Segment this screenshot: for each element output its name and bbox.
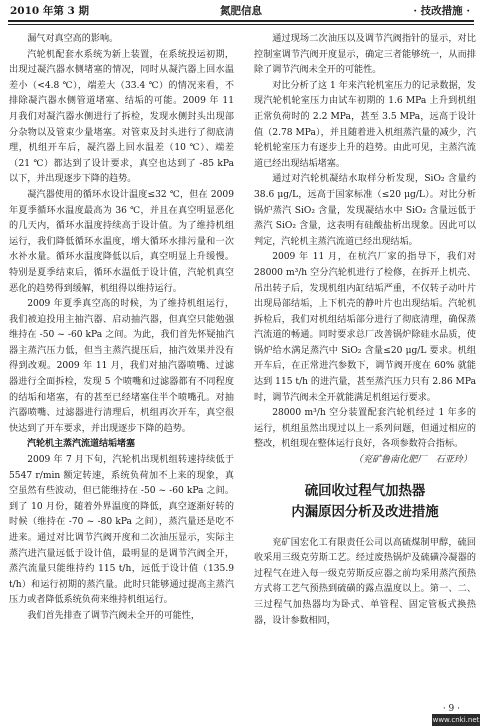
paragraph: 我们首先排查了调节汽阀未全开的可能性， (27, 610, 200, 621)
header-rule-thick (8, 20, 474, 22)
paragraph: 通过现场二次油压以及调节汽阀指针的显示，对比控制室调节汽阀开度显示，确定三者能够统一，从而排除了调节汽阀未全开的可能性。 (254, 34, 476, 76)
paragraph: 漏气对真空高的影响。 (27, 34, 119, 44)
journal-name: 氮肥信息 (220, 5, 262, 17)
paragraph: 汽轮机配套水系统为新上装置，在系统投运初期，出现过凝汽器水侧堵塞的情况，同时从凝汽器上回水温差小（<4.8 ℃），端差大（33.4 ℃）的情况来看，不排除凝汽器水侧管道堵塞、结垢的可能。2009 年 11 月我们对凝汽器水侧进行了拆检，发现水侧封头出现部分杂物以及管束少量堵塞。对管束及封头进行了彻底清理，机组开车后，凝汽器上回水温差（10 ℃）、端差（21 ℃）都达到了设计要求，真空也达到了 -85 kPa 以下，并出现逐步下降的趋势。 (9, 49, 234, 185)
section-label: · 技改措施 · (413, 5, 470, 17)
left-column (9, 32, 234, 625)
article-title: 硫回收过程气加热器 (304, 483, 426, 499)
paragraph: 2009 年夏季真空高的时候，为了维持机组运行，我们被迫投用主抽汽器、启动抽汽器，但真空只能勉强维持在 -50 ~ -60 kPa 之间。为此，我们首先怀疑抽汽器主蒸汽压力低，但当主蒸汽提压后，抽汽效果并没有得到改观。2009 年 11 月，我们对抽汽器喷嘴、过滤器进行全面拆检，发现 5 个喷嘴和过滤器都有不同程度的结垢和堵塞，有的甚至已经堵塞住半个喷嘴孔。对抽汽器喷嘴、过滤器进行清理后，机组再次开车，真空很快达到了开车要求，并出现逐步下降的趋势。 (9, 299, 234, 434)
issue-label: 2010 年第 3 期 (10, 5, 89, 17)
section-heading: 汽轮机主蒸汽流道结垢堵塞 (27, 439, 136, 450)
page-header (0, 0, 482, 26)
paragraph: 凝汽器使用的循环水设计温度≤32 ℃，但在 2009 年夏季循环水温度最高为 36 ℃，并且在真空明显恶化的几天内，循环水温度持续高于设计值。为了维持机组运行，我们降低循环水温度，增大循环水排污量和一次水补水量。循环水温度降低以后，真空明显上升缓慢。特别是夏季结束后，循环水温低于设计值，汽轮机真空恶化的趋势得到缓解，机组得以维持运行。 (9, 189, 234, 294)
paragraph: 对比分析了这 1 年来汽轮机室压力的记录数据，发现汽轮机轮室压力由试车初期的 1.6 MPa 上升到机组正常负荷时的 2.2 MPa，甚至 3.5 MPa，远高于设计值（2.78 MPa），并且随着进入机组蒸汽量的减少，汽轮机轮室压力有逐步上升的趋势。由此可见，主蒸汽流道已经出现结垢堵塞。 (254, 80, 476, 169)
paragraph: 2009 年 7 月下旬，汽轮机出现机组转速持续低于 5547 r/min 额定转速，系统负荷加不上来的现象，真空虽然有些波动，但已能维持在 -50 ~ -60 kPa 之间。到了 10 月份，随着外界温度的降低，真空逐渐好转的时候（维持在 -70 ~ -80 kPa 之间），蒸汽量还是吃不进来。通过对比调节汽阀开度和二次油压显示，实际主蒸汽进汽量远低于设计值，最明显的是调节汽阀全开，蒸汽流量只能维持约 115 t/h，远低于设计值（135.9 t/h）和运行初期的蒸汽量。此时只能够通过提高主蒸汽压力或者降低系统负荷来维持机组运行。 (9, 455, 234, 606)
article-title-block (254, 481, 476, 523)
paragraph: 通过对汽轮机凝结水取样分析发现，SiO₂ 含量约 38.6 μg/L，远高于国家标准（≤20 μg/L）。对比分析锅炉蒸汽 SiO₂ 含量，发现凝结水中 SiO₂ 含量远低于蒸汽 SiO₂ 含量，这表明有硅酸盐析出现象。因此可以判定，汽轮机主蒸汽流道已经出现结垢。 (254, 174, 476, 247)
author-credit: （兖矿鲁南化肥厂 石亚玲） (353, 455, 472, 466)
paragraph: 2009 年 11 月，在杭汽厂家的指导下，我们对 28000 m³/h 空分汽轮机进行了检修，在拆开上机壳、吊出转子后，发现机组内缸结垢严重，不仅转子动叶片出现局部结垢，上下机壳的静叶片也出现结垢。汽轮机拆检后，我们对机组结垢部分进行了彻底清理，确保蒸汽流道的畅通。同时要求总厂改善锅炉除硅水品质，使锅炉给水满足蒸汽中 SiO₂ 含量≤20 μg/L 要求。机组开车后，在正常进汽参数下，调节阀开度在 60% 就能达到 115 t/h 的进汽量，甚至蒸汽压力只有 2.86 MPa 时，调节汽阀未全开就能满足机组运行要求。 (254, 252, 476, 403)
page-number: · 9 · (442, 704, 460, 714)
article-title: 内漏原因分析及改进措施 (291, 504, 439, 520)
site-watermark: www.cnki.net (432, 716, 480, 724)
paragraph: 28000 m³/h 空分装置配套汽轮机经过 1 年多的运行，机组虽然出现过以上一系列问题，但通过相应的整改，机组现在整体运行良好，各项参数符合指标。 (254, 408, 476, 450)
right-column (254, 32, 476, 629)
header-rule-thin (8, 24, 474, 25)
paragraph: 兖矿国宏化工有限责任公司以高硫煤制甲醇，硫回收采用三级克劳斯工艺。经过废热锅炉及硫磺冷凝器的过程气在进入每一级克劳斯反应器之前均采用蒸汽预热方式将工艺气预热到硫磺的露点温度以上。第一、二、三过程气加热器均为卧式、单管程、固定管板式换热器，设计参数相同， (254, 537, 476, 626)
